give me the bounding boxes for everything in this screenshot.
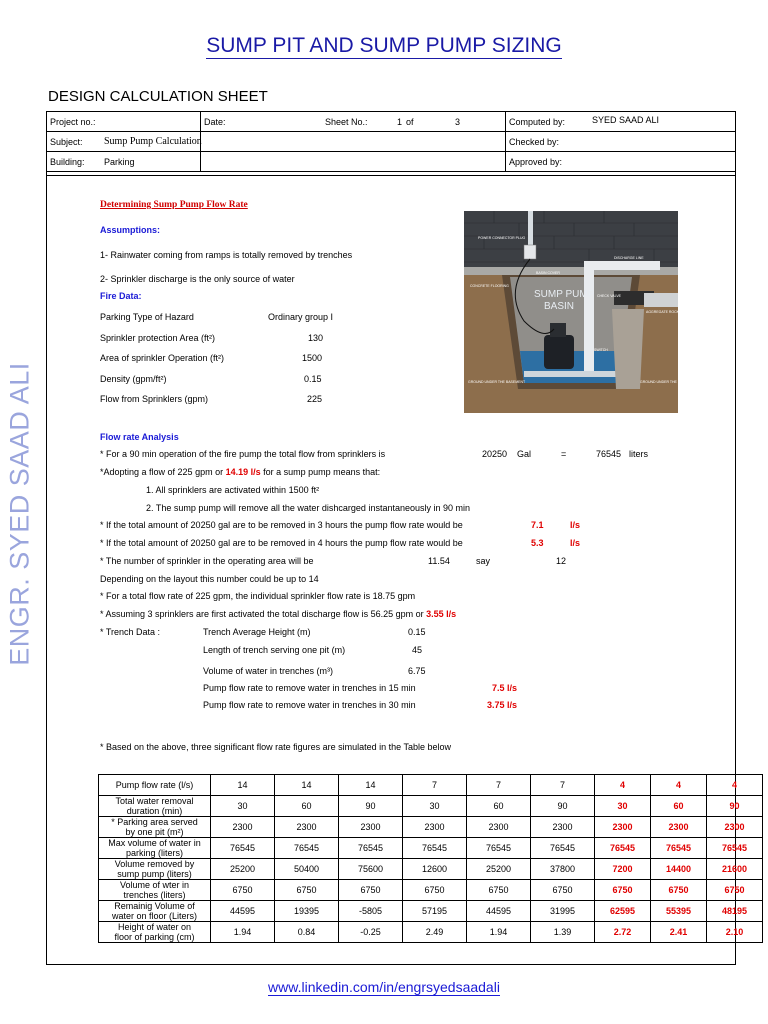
flow-line-7-value: 11.54 (428, 556, 450, 566)
table-cell: 30 (403, 796, 467, 817)
table-cell: 6750 (339, 880, 403, 901)
table-cell: 30 (211, 796, 275, 817)
table-cell: 7 (403, 775, 467, 796)
flow-line-1-liters: 76545 (596, 449, 622, 459)
table-cell: 2.72 (595, 922, 651, 943)
flow-line-9: * For a total flow rate of 225 gpm, the individual sprinkler flow rate is 18.75 gpm (100, 591, 416, 601)
flow-line-1-eq: = (561, 449, 567, 459)
table-row (99, 817, 763, 838)
subject-label: Subject: (47, 132, 201, 152)
table-cell: 4 (707, 775, 763, 796)
table-row (99, 880, 763, 901)
fire-data-heading: Fire Data: (100, 291, 142, 301)
table-cell: 2300 (651, 817, 707, 838)
header-table (46, 111, 736, 172)
approved-label: Approved by: (506, 152, 736, 172)
table-cell: 90 (707, 796, 763, 817)
flow-line-7: * The number of sprinkler in the operating area will be (100, 556, 314, 566)
table-cell: 19395 (275, 901, 339, 922)
flow-line-5-value: 7.1 (531, 520, 544, 530)
label-connector: POWER CONNECTOR PLUG (478, 236, 526, 240)
illustration-title: SUMP PUMP (534, 289, 595, 300)
author-watermark: ENGR. SYED SAAD ALI (4, 362, 35, 666)
table-cell: 2.41 (651, 922, 707, 943)
flow-line-10-highlight: 3.55 l/s (426, 609, 457, 619)
flow-line-1-liters-unit: liters (629, 449, 649, 459)
row-label: Total water removal duration (min) (99, 796, 211, 817)
label-ground-left: GROUND UNDER THE BASEMENT (468, 380, 526, 384)
table-cell: 75600 (339, 859, 403, 880)
table-cell: 25200 (467, 859, 531, 880)
pump-30-value: 3.75 l/s (487, 700, 518, 710)
row-label: * Parking area served by one pit (m²) (99, 817, 211, 838)
flow-line-6: * If the total amount of 20250 gal are to be removed in 4 hours the pump flow rate would be (100, 538, 463, 548)
assumptions-heading: Assumptions: (100, 225, 161, 235)
table-cell: 90 (531, 796, 595, 817)
table-cell: 12600 (403, 859, 467, 880)
table-cell: 44595 (211, 901, 275, 922)
pump-15-value: 7.5 l/s (492, 683, 518, 693)
fire-data-label: Parking Type of Hazard (100, 312, 194, 322)
table-cell: 31995 (531, 901, 595, 922)
flow-line-6-value: 5.3 (531, 538, 544, 548)
table-cell: 6750 (651, 880, 707, 901)
table-cell: 2300 (275, 817, 339, 838)
table-cell: -5805 (339, 901, 403, 922)
trench-row-label: Volume of water in trenches (m³) (203, 666, 334, 676)
table-cell: 76545 (651, 838, 707, 859)
table-cell: 62595 (595, 901, 651, 922)
table-cell: 76545 (595, 838, 651, 859)
table-cell: 30 (595, 796, 651, 817)
table-cell: 90 (339, 796, 403, 817)
building-value: Parking (201, 152, 506, 172)
table-cell: 44595 (467, 901, 531, 922)
flow-line-1-gal-unit: Gal (517, 449, 532, 459)
table-cell: 6750 (595, 880, 651, 901)
row-label: Volume removed by sump pump (liters) (99, 859, 211, 880)
table-cell: 2.49 (403, 922, 467, 943)
flow-line-7-round: 12 (556, 556, 567, 566)
table-cell: 2300 (467, 817, 531, 838)
flow-line-8: Depending on the layout this number could be up to 14 (100, 574, 319, 584)
flow-line-1: * For a 90 min operation of the fire pump the total flow from sprinklers is (100, 449, 386, 459)
fire-data-value: Ordinary group I (268, 312, 334, 322)
project-label: Project no.: (47, 112, 201, 132)
fire-data-value: 225 (307, 394, 323, 404)
fire-data-value: 1500 (302, 353, 323, 363)
building-label: Building: (47, 152, 201, 172)
table-cell: 0.84 (275, 922, 339, 943)
computed-value: SYED SAAD ALI (592, 115, 660, 125)
table-cell: 6750 (403, 880, 467, 901)
flow-analysis-heading: Flow rate Analysis (100, 432, 179, 442)
flow-line-7-say: say (476, 556, 491, 566)
flow-line-2: *Adopting a flow of 225 gpm or 14.19 l/s for a sump pump means that: (100, 467, 381, 477)
computed-label: Computed by: (509, 116, 566, 127)
fire-data-label: Density (gpm/ft²) (100, 374, 167, 384)
fire-data-label: Sprinkler protection Area (ft²) (100, 333, 216, 343)
sheet-label: Sheet No.: (325, 116, 368, 127)
table-cell: 4 (651, 775, 707, 796)
flow-line-3: 1. All sprinklers are activated within 1500 ft² (146, 485, 320, 495)
table-row (99, 901, 763, 922)
assumption-1: 1- Rainwater coming from ramps is totally removed by trenches (100, 250, 353, 260)
flow-line-5: * If the total amount of 20250 gal are to be removed in 3 hours the pump flow rate would be (100, 520, 463, 530)
trench-row-label: Length of trench serving one pit (m) (203, 645, 346, 655)
label-ground-right: GROUND UNDER THE BASEMENT (640, 380, 698, 384)
trench-data-label: * Trench Data : (100, 627, 161, 637)
date-label: Date: (204, 116, 226, 127)
table-cell: 2300 (595, 817, 651, 838)
pump-15-label: Pump flow rate to remove water in trenches in 15 min (203, 683, 416, 693)
table-cell: 2300 (403, 817, 467, 838)
table-cell: 7 (467, 775, 531, 796)
fire-data-label: Flow from Sprinklers (gpm) (100, 394, 209, 404)
table-row (99, 775, 763, 796)
table-cell: 50400 (275, 859, 339, 880)
sheet-total: 3 (455, 116, 461, 127)
sheet-subtitle: DESIGN CALCULATION SHEET (48, 88, 268, 105)
table-cell: 57195 (403, 901, 467, 922)
table-cell: 14 (211, 775, 275, 796)
table-cell: 76545 (467, 838, 531, 859)
table-cell: 76545 (531, 838, 595, 859)
table-row (99, 796, 763, 817)
table-cell: 14400 (651, 859, 707, 880)
table-cell: 1.94 (211, 922, 275, 943)
table-intro: * Based on the above, three significant flow rate figures are simulated in the Table below (100, 742, 452, 752)
table-cell: 6750 (275, 880, 339, 901)
table-cell: 55395 (651, 901, 707, 922)
checked-label: Checked by: (506, 132, 736, 152)
sump-pump-illustration (464, 211, 698, 413)
table-cell: 25200 (211, 859, 275, 880)
table-cell: 2300 (707, 817, 763, 838)
table-cell: 76545 (403, 838, 467, 859)
label-concrete: CONCRETE FLOORING (470, 284, 509, 288)
table-cell: 2300 (531, 817, 595, 838)
flow-line-4: 2. The sump pump will remove all the water dishcarged instantaneously in 90 min (146, 503, 470, 513)
section-title: Determining Sump Pump Flow Rate (100, 200, 248, 210)
table-cell: 76545 (339, 838, 403, 859)
row-label: Volume of wter in trenches (liters) (99, 880, 211, 901)
header-bottom-rule (46, 175, 736, 176)
table-cell: 4 (595, 775, 651, 796)
label-gravel: AGGREGATE ROCK (646, 310, 679, 314)
pump-30-label: Pump flow rate to remove water in trenches in 30 min (203, 700, 416, 710)
table-cell: 6750 (531, 880, 595, 901)
label-switch: SWITCH (594, 348, 608, 352)
flow-line-5-unit: l/s (570, 520, 581, 530)
page-title: SUMP PIT AND SUMP PUMP SIZING (206, 34, 562, 57)
flow-line-2-highlight: 14.19 l/s (225, 467, 261, 477)
table-cell: 60 (467, 796, 531, 817)
table-row (99, 859, 763, 880)
table-cell: 76545 (707, 838, 763, 859)
table-cell: 14 (339, 775, 403, 796)
table-cell: 37800 (531, 859, 595, 880)
table-cell: 7 (531, 775, 595, 796)
row-label: Height of water on floor of parking (cm) (99, 922, 211, 943)
table-cell: 7200 (595, 859, 651, 880)
table-cell: 1.39 (531, 922, 595, 943)
table-cell: 6750 (467, 880, 531, 901)
table-cell: 60 (275, 796, 339, 817)
row-label: Remainig Volume of water on floor (Liters) (99, 901, 211, 922)
trench-row-label: Trench Average Height (m) (203, 627, 311, 637)
table-cell: 76545 (275, 838, 339, 859)
table-row (99, 838, 763, 859)
linkedin-link[interactable]: www.linkedin.com/in/engrsyedsaadali (268, 979, 500, 995)
illustration-title-2: BASIN (544, 301, 575, 312)
table-cell: 60 (651, 796, 707, 817)
table-cell: 2300 (211, 817, 275, 838)
subject-value: Sump Pump Calculation (201, 132, 506, 152)
sheet-of: of (406, 116, 414, 127)
row-label: Max volume of water in parking (liters) (99, 838, 211, 859)
simulation-table (98, 774, 763, 943)
flow-line-6-unit: l/s (570, 538, 581, 548)
table-cell: 76545 (211, 838, 275, 859)
table-row (99, 922, 763, 943)
table-cell: 21600 (707, 859, 763, 880)
table-cell: 2.10 (707, 922, 763, 943)
trench-row-value: 45 (412, 645, 423, 655)
table-cell: 6750 (211, 880, 275, 901)
table-cell: 2300 (339, 817, 403, 838)
fire-data-value: 0.15 (304, 374, 322, 384)
fire-data-label: Area of sprinkler Operation (ft²) (100, 353, 225, 363)
label-cover: BASIN COVER (536, 271, 560, 275)
flow-line-1-gal: 20250 (482, 449, 508, 459)
flow-line-10: * Assuming 3 sprinklers are first activated the total discharge flow is 56.25 gpm or 3.55 l/s (100, 609, 457, 619)
table-cell: 14 (275, 775, 339, 796)
date-sheet-cell (201, 112, 506, 132)
label-check: CHECK VALVE (597, 294, 621, 298)
computed-cell (506, 112, 736, 132)
table-cell: -0.25 (339, 922, 403, 943)
table-cell: 1.94 (467, 922, 531, 943)
table-cell: 6750 (707, 880, 763, 901)
assumption-2: 2- Sprinkler discharge is the only source of water (100, 274, 295, 284)
table-cell: 48195 (707, 901, 763, 922)
fire-data-value: 130 (308, 333, 324, 343)
label-outlet: DISCHARGE LINE (614, 256, 644, 260)
trench-row-value: 0.15 (408, 627, 426, 637)
trench-row-value: 6.75 (408, 666, 426, 676)
sheet-number: 1 (397, 116, 403, 127)
row-label: Pump flow rate (l/s) (99, 775, 211, 796)
